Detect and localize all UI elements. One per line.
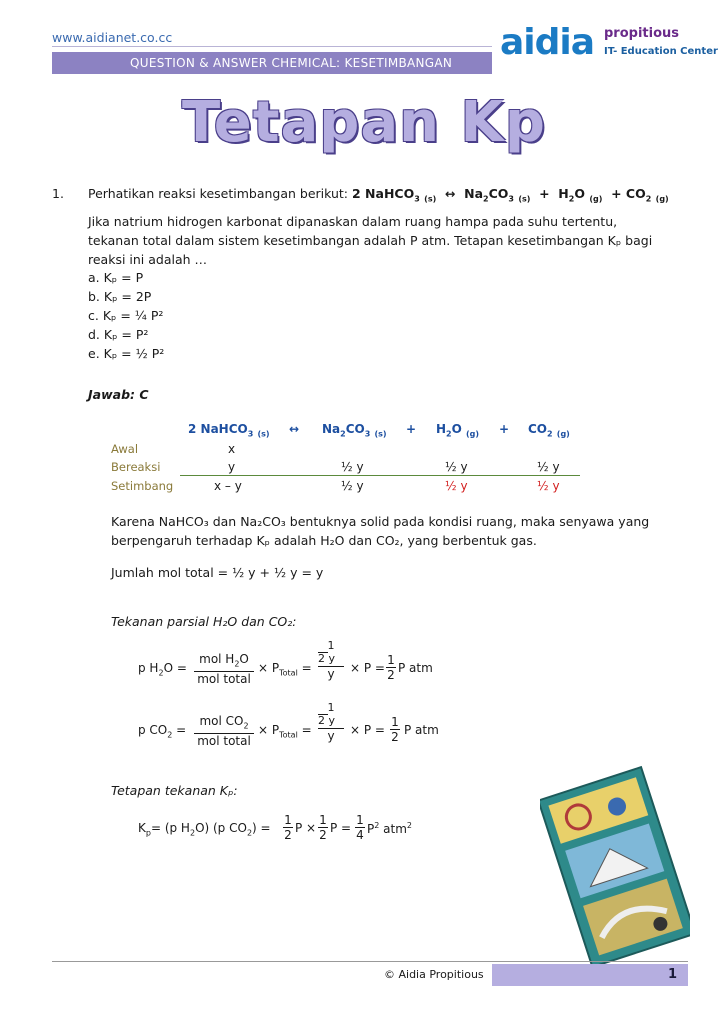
footer-divider [52,961,688,962]
row-label-setimbang: Setimbang [111,479,174,493]
site-url[interactable]: www.aidianet.co.cc [52,30,173,45]
logo-tagline-1: propitious [604,26,680,41]
cell-setimbang-co2: ½ y [537,479,560,493]
table-divider [180,475,580,476]
table-head-co2: $CO_2$ $_{(g)}$ [528,422,570,439]
logo-tagline-2: IT- Education Center [604,46,718,57]
option-d: d. Kₚ = P² [88,327,149,342]
cell-bereaksi-co2: ½ y [537,460,560,474]
table-head-nahco3: 2 NaHCO$_3$ $_{(s)}$ [188,422,270,439]
partial-pressure-heading: Tekanan parsial H₂O dan CO₂: [111,614,297,629]
reaction-equation: 2 NaHCO$_3$ $_{(s)}$ ↔ $Na_2CO_3$ $_{(s)} + H_2O$ $_{(g)} + CO_2$ $_{(g)}$ [352,186,669,204]
logo-wordmark: aidia [500,22,595,63]
cell-setimbang-nahco3: x – y [214,479,242,493]
option-c: c. Kₚ = ¼ P² [88,308,164,323]
cell-bereaksi-nahco3: y [228,460,236,474]
copyright: © Aidia Propitious [384,968,484,981]
question-intro-line [88,186,669,204]
question-paragraph: Jika natrium hidrogen karbonat dipanaskan dalam ruang hampa pada suhu tertentu, tekanan total dalam sistem kesetimbangan adalah P atm. Tetapan kesetimbangan Kₚ bagi reaksi ini adalah … [88,214,653,267]
table-head-h2o: $H_2O$ $_{(g)}$ [436,422,480,439]
option-a: a. Kₚ = P [88,270,144,285]
option-b: b. Kₚ = 2P [88,289,152,304]
page-number: 1 [668,967,678,982]
question-number: 1. [52,186,64,201]
header-banner [52,52,492,74]
row-label-awal: Awal [111,442,139,456]
page-number-box [492,964,688,986]
cell-awal-nahco3: x [228,442,236,456]
table-head-plus-2: + [499,422,510,436]
decorative-illustration [540,760,690,970]
aidia-logo [500,22,718,82]
answer-label: Jawab: C [88,387,149,402]
kp-heading: Tetapan tekanan Kₚ: [111,783,238,798]
table-head-plus-1: + [406,422,417,436]
row-label-bereaksi: Bereaksi [111,460,161,474]
cell-bereaksi-na2co3: ½ y [341,460,364,474]
banner-text: QUESTION & ANSWER CHEMICAL: KESETIMBANGAN [130,56,453,70]
table-head-na2co3: $Na_2CO_3$ $_{(s)}$ [322,422,387,439]
cell-setimbang-h2o: ½ y [445,479,468,493]
explanation-line-1: Karena NaHCO₃ dan Na₂CO₃ bentuknya solid pada kondisi ruang, maka senyawa yang [111,514,650,529]
cell-setimbang-na2co3: ½ y [341,479,364,493]
table-head-arrow: ↔ [289,422,300,436]
question-intro: Perhatikan reaksi kesetimbangan berikut: [88,186,352,201]
cell-bereaksi-h2o: ½ y [445,460,468,474]
page-title: Tetapan Kp [181,90,547,155]
total-mol-text: Jumlah mol total = ½ y + ½ y = y [111,565,324,580]
option-e: e. Kₚ = ½ P² [88,346,165,361]
explanation-line-2: berpengaruh terhadap Kₚ adalah H₂O dan CO₂, yang berbentuk gas. [111,533,537,548]
header-divider [52,46,492,47]
